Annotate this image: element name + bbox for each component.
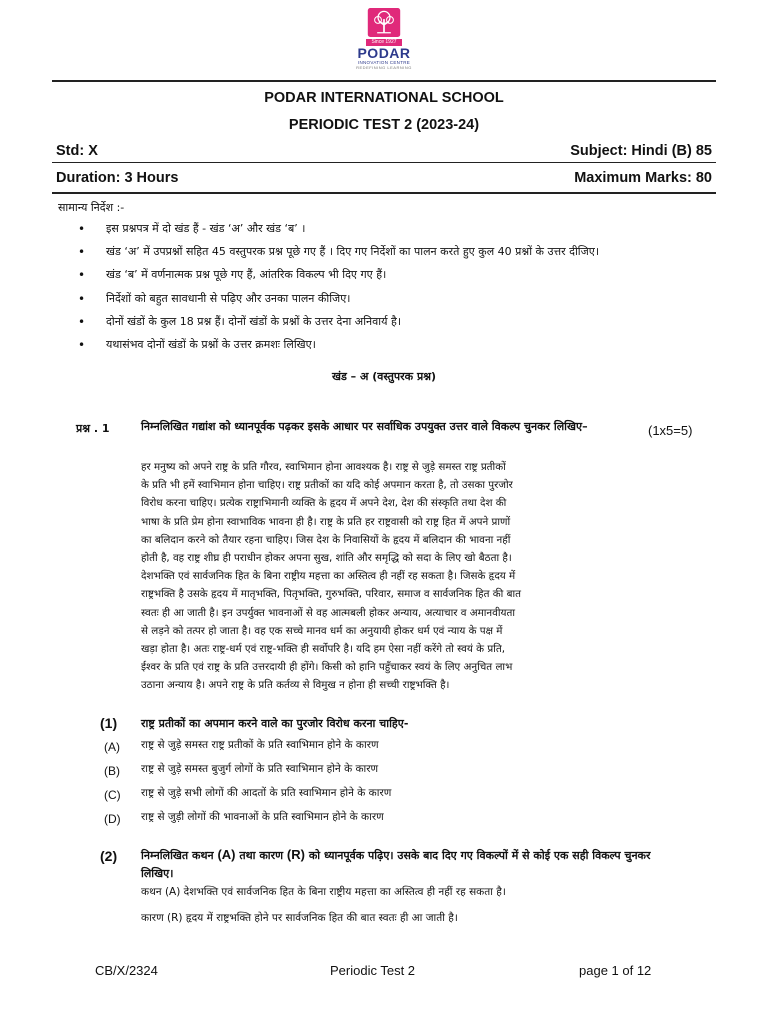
test-title: PERIODIC TEST 2 (2023-24) [288, 117, 480, 133]
passage-line: होती है, वह राष्ट्र शीघ्र ही पराधीन होकर अपना सुख, शांति और समृद्धि को सदा के लिए खो बैठता है। [141, 551, 512, 564]
option-label-b: (B) [104, 764, 120, 778]
list-item: • खंड ‘ब’ में वर्णनात्मक प्रश्न पूछे गए हैं, आंतरिक विकल्प भी दिए गए हैं। [78, 267, 599, 290]
logo-since: Since 1927 [366, 39, 401, 46]
passage [141, 458, 661, 694]
question-number: प्रश्न . 1 [76, 422, 110, 435]
logo-name: PODAR [357, 45, 411, 61]
option-label-c: (C) [104, 788, 121, 802]
header-divider [52, 162, 716, 163]
stem-part: निम्नलिखित कथन [141, 849, 214, 862]
logo-tagline: REDEFINING LEARNING [356, 65, 412, 70]
list-item: • खंड ‘अ’ में उपप्रश्नों सहित 45 वस्तुपरक प्रश्न पूछे गए हैं । दिए गए निर्देशों का पालन करते हुए कुल 40 प्रश्नों के उत्तर दीजिए। [78, 244, 599, 267]
school-name: PODAR INTERNATIONAL SCHOOL [264, 90, 504, 106]
subquestion-text: राष्ट्र प्रतीकों का अपमान करने वाले का पुरजोर विरोध करना चाहिए- [141, 717, 409, 730]
option-label-d: (D) [104, 812, 121, 826]
stem-part: तथा कारण [239, 849, 284, 862]
option-text-b: राष्ट्र से जुड़े समस्त बुजुर्ग लोगों के प्रति स्वाभिमान होने के कारण [141, 763, 379, 775]
subquestion-text [141, 846, 661, 883]
list-item: • इस प्रश्नपत्र में दो खंड हैं - खंड ‘अ’ और खंड ‘ब’ । [78, 221, 599, 244]
instructions-title: सामान्य निर्देश :- [58, 201, 125, 214]
passage-line: के प्रति भी हमें स्वाभिमान होना चाहिए। राष्ट्र प्रतीकों का यदि कोई अपमान करता है, तो उसका पुरजोर [141, 479, 513, 492]
page-number: page 1 of 12 [579, 963, 652, 978]
list-item: • निर्देशों को बहुत सावधानी से पढ़िए और उनका पालन कीजिए। [78, 291, 599, 314]
passage-line: उठाना अन्याय है। अपने राष्ट्र के प्रति कर्तव्य से विमुख न होना ही सच्ची राष्ट्रभक्ति है। [141, 679, 450, 692]
passage-line: भाषा के प्रति प्रेम होना स्वाभाविक भावना ही है। राष्ट्र के प्रति हर राष्ट्रवासी को राष्ट्र हित में अपने प्राणों [141, 515, 511, 528]
assertion-label: (A) [217, 847, 236, 862]
standard: Std: X [56, 143, 98, 159]
assertion-statement: कथन (A) देशभक्ति एवं सार्वजनिक हित के बिना राष्ट्रीय महत्ता का अस्तित्व ही नहीं रह सकता है। [141, 886, 506, 898]
logo-subtitle: INNOVATION CENTRE [357, 60, 411, 65]
passage-line: का बलिदान करने को तैयार रहना चाहिए। जिस देश के निवासियों के हृदय में बलिदान की भावना नहीं [141, 533, 511, 546]
school-logo [0, 8, 768, 70]
footer-code: CB/X/2324 [95, 963, 158, 978]
subquestion-number: (1) [100, 715, 118, 731]
maximum-marks: Maximum Marks: 80 [574, 170, 712, 186]
instructions-list [78, 221, 599, 360]
stem-part: को ध्यानपूर्वक पढ़िए। उसके बाद दिए गए विकल्पों में से कोई एक सही विकल्प चुनकर लिखिए। [141, 849, 651, 880]
subquestion-number: (2) [100, 848, 118, 864]
exam-header [52, 80, 716, 194]
option-text-c: राष्ट्र से जुड़े सभी लोगों की आदतों के प्रति स्वाभिमान होने के कारण [141, 787, 392, 799]
reason-label: (R) [286, 847, 305, 862]
passage-line: स्वतः ही आ जाती है। इन उपर्युक्त भावनाओं से वह आत्मबली होकर अन्याय, अत्याचार व अमानवीयता [141, 606, 516, 619]
subject: Subject: Hindi (B) 85 [570, 143, 712, 159]
question-instruction: निम्नलिखित गद्यांश को ध्यानपूर्वक पढ़कर इसके आधार पर सर्वाधिक उपयुक्त उत्तर वाले विकल्प चुनकर लिखिए– [141, 420, 588, 433]
passage-line: देशभक्ति एवं सार्वजनिक हित के बिना राष्ट्रीय महत्ता का अस्तित्व ही नहीं रह सकता है। जिसके हृदय में [141, 570, 516, 583]
reason-statement: कारण (R) हृदय में राष्ट्रभक्ति होने पर सार्वजनिक हित की बात स्वतः ही आ जाती है। [141, 912, 458, 924]
passage-line: से लड़ने को तत्पर हो जाता है। वह एक सच्चे मानव धर्म का अनुयायी होकर धर्म एवं न्याय के पक्ष में [141, 624, 503, 637]
passage-line: राष्ट्रभक्ति है उसके हृदय में मातृभक्ति, पितृभक्ति, गुरुभक्ति, परिवार, समाज व सार्वजनिक हित की बात [141, 588, 522, 601]
tree-logo-icon [365, 8, 403, 37]
passage-line: हर मनुष्य को अपने राष्ट्र के प्रति गौरव, स्वाभिमान होना आवश्यक है। राष्ट्र से जुड़े समस्त राष्ट्र प्रतीकों [141, 461, 506, 473]
section-heading: खंड – अ (वस्तुपरक प्रश्न) [331, 370, 437, 383]
option-text-d: राष्ट्र से जुड़ी लोगों की भावनाओं के प्रति स्वाभिमान होने के कारण [141, 811, 384, 823]
passage-line: ईश्वर के प्रति एवं राष्ट्र के प्रति उत्तरदायी ही होंगे। किसी को हानि पहुँचाकर स्वयं के लिए अनुचित लाभ [141, 661, 513, 674]
option-text-a: राष्ट्र से जुड़े समस्त राष्ट्र प्रतीकों के प्रति स्वाभिमान होने के कारण [141, 739, 379, 751]
question-marks: (1x5=5) [648, 423, 693, 438]
option-label-a: (A) [104, 740, 120, 754]
passage-line: विरोध करना चाहिए। प्रत्येक राष्ट्राभिमानी व्यक्ति के हृदय में अपने देश, देश की संस्कृति तथा देश की [141, 497, 507, 510]
duration: Duration: 3 Hours [56, 170, 179, 186]
list-item: • दोनों खंडों के कुल 18 प्रश्न हैं। दोनों खंडों के प्रश्नों के उत्तर देना अनिवार्य है। [78, 314, 599, 337]
footer-title: Periodic Test 2 [330, 963, 416, 978]
list-item: • यथासंभव दोनों खंडों के प्रश्नों के उत्तर क्रमशः लिखिए। [78, 337, 599, 360]
passage-line: खड़ा होता है। अतः राष्ट्र-धर्म एवं राष्ट्र-भक्ति ही सर्वोपरि है। यदि हम ऐसा नहीं करेंगे तो स्वयं के प्रति, [141, 642, 506, 655]
